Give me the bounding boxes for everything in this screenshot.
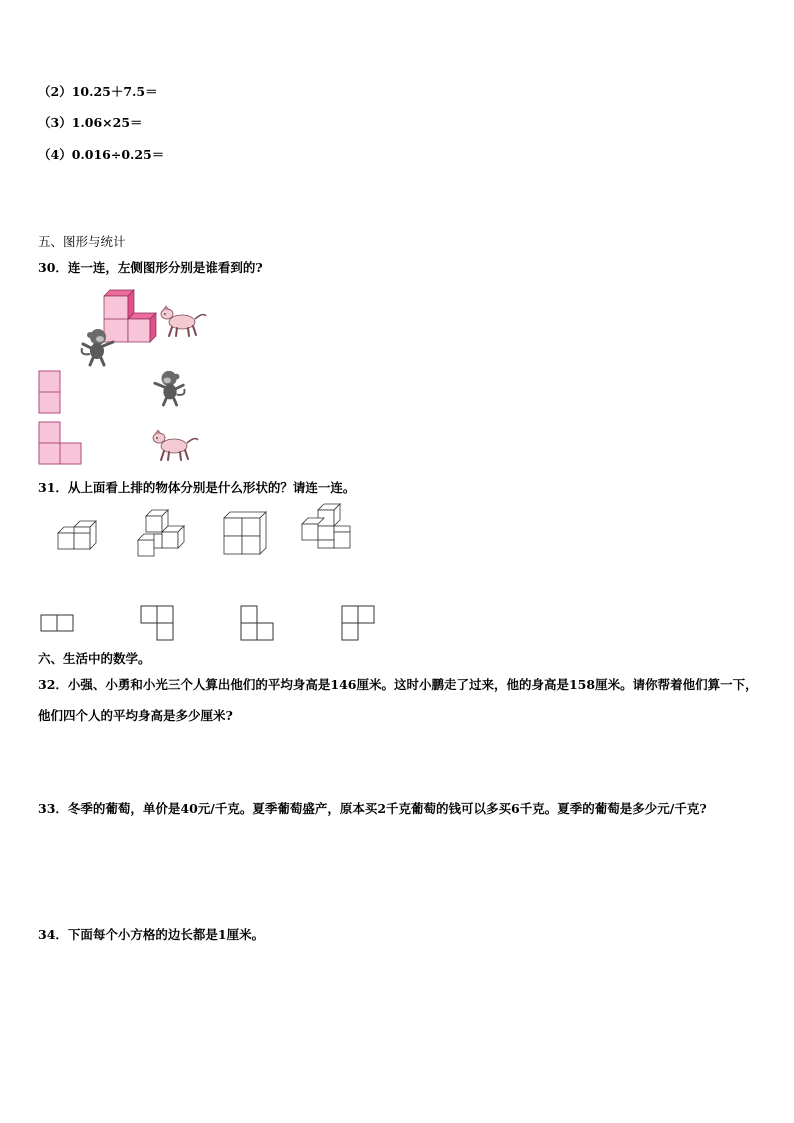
monkey-icon xyxy=(78,326,116,366)
cube-object-1 xyxy=(56,518,104,558)
dog-icon xyxy=(158,304,208,338)
calc-item-2: （2）10.25＋7.5＝ xyxy=(38,84,158,99)
front-view-two-squares xyxy=(38,370,62,414)
cube-object-3 xyxy=(220,508,268,558)
question-34: 34．下面每个小方格的边长都是1厘米。 xyxy=(38,927,265,942)
monkey-icon xyxy=(152,368,188,406)
side-view-l-shape xyxy=(38,421,84,465)
cube-object-4 xyxy=(300,502,354,558)
question-31: 31．从上面看上排的物体分别是什么形状的？请连一连。 xyxy=(38,480,356,495)
question-32: 32．小强、小勇和小光三个人算出他们的平均身高是146厘米。这时小鹏走了过来，他的身高是158厘米。请你帮着他们算一下，他们四个人的平均身高是多少厘米? xyxy=(38,677,758,723)
section-title-5: 五、图形与统计 xyxy=(38,234,126,249)
top-view-option-2 xyxy=(140,605,176,643)
top-view-option-1 xyxy=(40,614,76,634)
question-33: 33．冬季的葡萄，单价是40元/千克。夏季葡萄盛产，原本买2千克葡萄的钱可以多买6千克。夏季的葡萄是多少元/千克? xyxy=(38,801,707,816)
question-30: 30．连一连，左侧图形分别是谁看到的? xyxy=(38,260,263,275)
dog-icon xyxy=(150,428,200,462)
calc-item-3: （3）1.06×25＝ xyxy=(38,115,143,130)
cube-object-2 xyxy=(136,508,188,558)
calc-item-4: （4）0.016÷0.25＝ xyxy=(38,147,165,162)
top-view-option-4 xyxy=(341,605,377,643)
section-title-6: 六、生活中的数学。 xyxy=(38,651,151,666)
top-view-option-3 xyxy=(240,605,276,643)
